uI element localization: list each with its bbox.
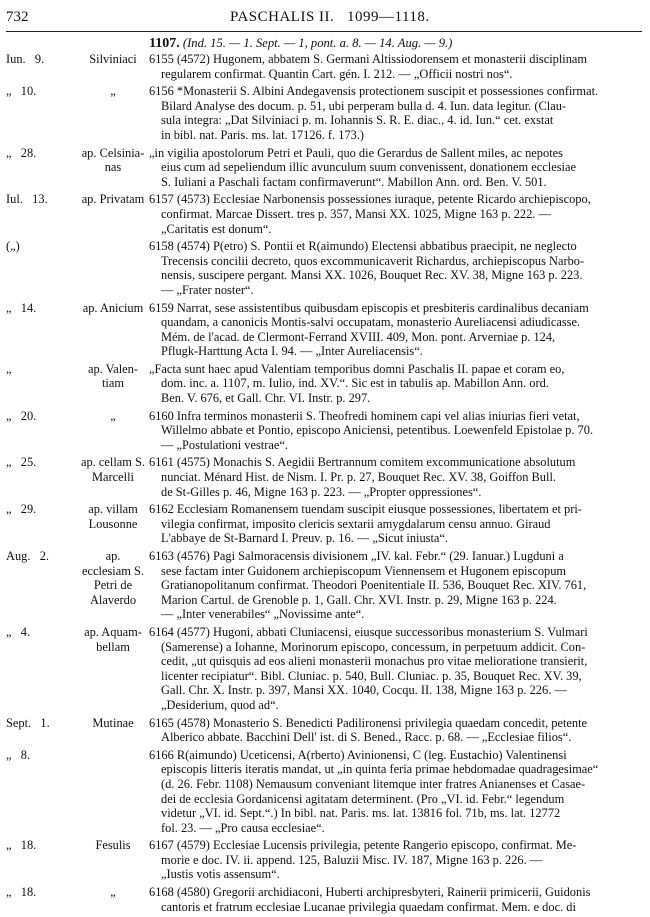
entry-text-line: confirmat. Marcae Dissert. tres p. 357, Mansi XX. 1025, Migne 163 p. 222. — (161, 206, 551, 221)
entry-text-line: 6162 Ecclesiam Romanensem tuendam suscipit eiusque possessiones, libertatem et pri- (149, 502, 582, 517)
year-heading (149, 36, 452, 52)
entry-date: Iul. 13. (6, 192, 48, 207)
entry-text-line: „Iustis votis assensum“. (161, 867, 280, 882)
entry-text-line: in bibl. nat. Paris. ms. lat. 17126. f. 173.) (161, 127, 365, 142)
entry-text-line: cedit, „ut quisquis ad eos alieni monasterii monachus pro vitae melioratione transierit, (161, 654, 588, 669)
entry-text-line: 6155 (4572) Hugonem, abbatem S. Germani Altissiodorensem et monasterii disciplinam (149, 52, 588, 66)
entry-place: ap. Aquam- bellam (84, 624, 142, 654)
entry-text-line: Gall. Chr. X. Instr. p. 397, Mansi XX. 1040, Cocqu. II. 138, Migne 163 p. 226. — (161, 683, 567, 698)
entry-text-line: morie e doc. IV. ii. append. 125, Baluzii Misc. IV. 187, Migne 163 p. 226. — (161, 852, 543, 867)
entry-place: Mutinae (92, 715, 134, 730)
entry-text-line: 6158 (4574) P(etro) S. Pontii et R(aimundo) Electensi abbatibus praecipit, ne neglecto (149, 239, 577, 254)
register-entry (0, 84, 650, 142)
entry-text-line: (Samerense) a Iohanne, Morinorum episcopo, concessum, in perpetuum addicit. Con- (161, 639, 586, 654)
entry-text-line: 6163 (4576) Pagi Salmoracensis divisionem „IV. kal. Febr.“ (29. Ianuar.) Lugduni a (149, 549, 564, 563)
entry-text-line: 6167 (4579) Ecclesiae Lucensis privilegia, petente Rangerio episcopo, confirmat. Me- (149, 838, 577, 853)
entry-text-line: „Facta sunt haec apud Valentiam temporibus domni Paschalis II. papae et coram eo, (149, 361, 565, 376)
entry-place: „ (110, 84, 116, 99)
entry-place: ap. Anicium (82, 300, 144, 315)
entry-text-line: 6166 R(aimundo) Uceticensi, A(rberto) Avinionensi, C (leg. Eustachio) Valentinensi (149, 747, 567, 762)
entry-text (149, 362, 643, 406)
entry-text-line: L'abbaye de St-Barnard I. Preuv. p. 16. — „Sicut iniusta“. (161, 531, 449, 546)
entry-text-line: episcopis litteris iteratis mandat, ut „in quinta feria primae hebdomadae quadragesimae“ (161, 762, 599, 777)
entry-text-line: 6157 (4573) Ecclesiae Narbonensis possessiones iuraque, petente Ricardo archiepiscopo, (149, 192, 591, 207)
entry-date: „ 4. (6, 624, 31, 639)
entry-date: „ 14. (6, 300, 37, 315)
entry-text-line: 6165 (4578) Monasterio S. Benedicti Padilironensi privilegia quaedam concedit, petente (149, 715, 588, 730)
entry-text-line: „Desiderium, quod ad“. (161, 697, 279, 712)
entry-date: „ (6, 361, 12, 376)
register-entry (0, 362, 650, 406)
entry-text-line: „Caritatis est donum“. (161, 221, 272, 236)
entry-text-line: regularem confirmat. Quantin Cart. gén. I. 212. — „Officii nostri nos“. (161, 66, 513, 81)
year-heading-detail: (Ind. 15. — 1. Sept. — 1, pont. a. 8. — 14. Aug. — 9.) (182, 36, 453, 50)
entry-place: „ (110, 408, 116, 423)
entry-text-line: sula integra: „Dat Silviniaci p. m. Iohannis S. R. E. diac., 4. id. Iun.“ cet. exstat (161, 113, 554, 128)
entry-place: Silviniaci (89, 52, 137, 66)
entry-text-line: eius cum ad sepeliendum illic avunculum suum convenissent, donationem ecclesiae (161, 160, 576, 175)
entry-text-line: Ben. V. 676, et Gall. Chr. VI. Instr. p. 297. (161, 391, 371, 406)
entry-text-line: de St-Gilles p. 46, Migne 163 p. 223. — „Propter oppressiones“. (161, 484, 482, 499)
entry-text-line: 6159 Narrat, sese assistentibus quibusdam episcopis et presbiteris cardinalibus decaniam (149, 300, 589, 315)
entry-text-line: videtur „VI. id. Sept.“.) In bibl. nat. Paris. ms. lat. 13816 fol. 71b, ms. lat. 12772 (161, 806, 561, 821)
entry-text-line: quandam, a canonicis Montis-salvi occupatam, monasterio Aureliacensi adiudicasse. (161, 315, 581, 330)
entry-date: „ 25. (6, 455, 37, 470)
entry-text-line: nunciat. Ménard Hist. de Nism. I. Pr. p. 27, Bouquet Rec. XV. 38, Goiffon Bull. (161, 470, 556, 485)
entry-text (149, 192, 643, 236)
entry-date: Aug. 2. (6, 549, 50, 563)
entry-text-line: Willelmo abbate et Pontio, episcopo Aniciensi, petentibus. Loewenfeld Epistolae p. 70. (161, 423, 594, 438)
entry-text (149, 455, 643, 499)
entry-place: ap. cellam S. Marcelli (81, 455, 145, 485)
page-header (0, 0, 650, 34)
entry-text-line: — „Postulationi vestrae“. (161, 437, 288, 452)
entry-text-line: vilegia confirmat, imposito clericis sextarii amygdalarum censu annuo. Giraud (161, 516, 551, 531)
register-entry (0, 192, 650, 236)
entry-text (149, 52, 643, 81)
entry-text-line: Marion Cartul. de Grenoble p. 1, Gall. Chr. XVI. Instr. p. 29, Migne 163 p. 224. (161, 592, 557, 607)
entry-text-line: Mém. de l'acad. de Clermont-Ferrand XVIII. 409, Mon. pont. Arverniae p. 124, (161, 329, 556, 344)
entry-text (149, 716, 643, 745)
entry-text (149, 549, 643, 622)
entry-text (149, 84, 643, 142)
entry-date: „ 28. (6, 145, 37, 160)
entry-text (149, 239, 643, 297)
running-title: PASCHALIS II. 1099—1118. (230, 9, 430, 25)
entry-text-line: fol. 23. — „Pro causa ecclesiae“. (161, 820, 325, 835)
page-number: 732 (6, 9, 29, 25)
entry-text-line: 6164 (4577) Hugoni, abbati Cluniacensi, eiusque successoribus monasterium S. Vulmari (149, 624, 588, 639)
entry-text-line: cantoris et fratrum ecclesiae Lucanae privilegia quaedam confirmat. Mem. e doc. di (161, 899, 576, 914)
entry-text (149, 502, 643, 546)
entry-date: „ 20. (6, 408, 37, 423)
register-entry (0, 455, 650, 499)
entry-place: ap. Celsinia- nas (81, 145, 145, 175)
register-entry (0, 885, 650, 914)
entry-place: Fesulis (95, 838, 131, 853)
entry-text-line: Bilard Analyse des docum. p. 51, ubi perperam bulla d. 4. Iun. data legitur. (Clau- (161, 98, 567, 113)
entry-text-line: dom. inc. a. 1107, m. Iulio, ind. XV.“. Sic est in tabulis ap. Mabillon Ann. ord. (161, 376, 549, 391)
entry-text-line: nensis, suscipere pergant. Mansi XX. 1026, Bouquet Rec. XV. 38, Migne 163 p. 223. (161, 268, 583, 283)
entry-text-line: „in vigilia apostolorum Petri et Pauli, quo die Gerardus de Sallent miles, ac nepotes (149, 145, 563, 160)
entry-text-line: Pflugk-Harttung Acta I. 94. — „Inter Aureliacensis“. (161, 344, 423, 359)
entry-text-line: — „Inter venerabiles“ „Novissime ante“. (161, 607, 365, 622)
register-entry (0, 549, 650, 622)
entry-text-line: 6161 (4575) Monachis S. Aegidii Bertrannum comitem excommunicatione absolutum (149, 455, 576, 470)
entry-text-line: — „Frater noster“. (161, 282, 254, 297)
register-entry (0, 301, 650, 359)
entry-text (149, 838, 643, 882)
register-entry (0, 502, 650, 546)
register-entry (0, 146, 650, 190)
entry-date: („) (6, 239, 20, 254)
entry-date: „ 18. (6, 885, 37, 900)
register-entry (0, 748, 650, 836)
entry-place: ap. villam Lousonne (88, 502, 138, 531)
entry-text-line: S. Iuliani a Paschali factam confirmaverunt“. Mabillon Ann. ord. Ben. V. 501. (161, 174, 547, 189)
entry-date: Iun. 9. (6, 52, 45, 66)
entry-text-line: Alberico abbate. Bacchini Dell' ist. di S. Bened., Racc. p. 68. — „Ecclesiae filios“. (161, 730, 572, 745)
entry-list (0, 52, 650, 917)
register-entry (0, 625, 650, 713)
entry-place: ap. Privatam (81, 192, 145, 207)
register-entry (0, 409, 650, 453)
entry-date: „ 18. (6, 838, 37, 853)
entry-place: ap. Valen- tiam (87, 361, 138, 391)
entry-text (149, 409, 643, 453)
entry-text (149, 625, 643, 713)
entry-text (149, 748, 643, 836)
register-entry (0, 716, 650, 745)
register-entry (0, 838, 650, 882)
year-heading-year: 1107. (149, 36, 180, 51)
entry-text-line: 6168 (4580) Gregorii archidiaconi, Huberti archipresbyteri, Rainerii primicerii, Guidonis (149, 885, 591, 900)
register-entry (0, 52, 650, 81)
entry-text-line: Gratianopolitanum confirmat. Theodori Poenitentiale II. 536, Bouquet Rec. XIV. 761, (161, 578, 587, 593)
entry-text (149, 301, 643, 359)
entry-text-line: (d. 26. Febr. 1108) Nemausum conveniant litemque inter fratres Anianenses et Casae- (161, 776, 586, 791)
entry-text-line: dei de ecclesia Gordanicensi agitatam determinent. (Pro „VI. id. Febr.“ legendum (161, 791, 565, 806)
entry-text-line: sese factam inter Guidonem archiepiscopum Viennensem et Hugonem episcopum (161, 563, 567, 578)
entry-text (149, 146, 643, 190)
entry-text (149, 885, 643, 914)
header-rule (6, 31, 642, 32)
entry-date: „ 8. (6, 747, 31, 762)
entry-text-line: 6156 *Monasterii S. Albini Andegavensis protectionem suscipit et possessiones confirmat. (149, 84, 599, 99)
register-entry (0, 239, 650, 297)
entry-text-line: licenter recipiatur“. Bibl. Cluniac. p. 540, Bull. Cluniac. p. 35, Bouquet Rec. XV. 39, (161, 668, 582, 683)
entry-text-line: 6160 Infra terminos monasterii S. Theofredi hominem capi vel alias iniurias fieri vetat, (149, 408, 580, 423)
entry-date: „ 29. (6, 502, 37, 517)
entry-text-line: Trecensis concilii decreto, quos excommunicaverit Richardus, archiepiscopus Narbo- (161, 253, 585, 268)
entry-date: Sept. 1. (6, 715, 50, 730)
entry-place: „ (110, 885, 116, 900)
entry-date: „ 10. (6, 84, 37, 99)
entry-place: ap. ecclesiam S. Petri de Alaverdo (82, 549, 144, 607)
